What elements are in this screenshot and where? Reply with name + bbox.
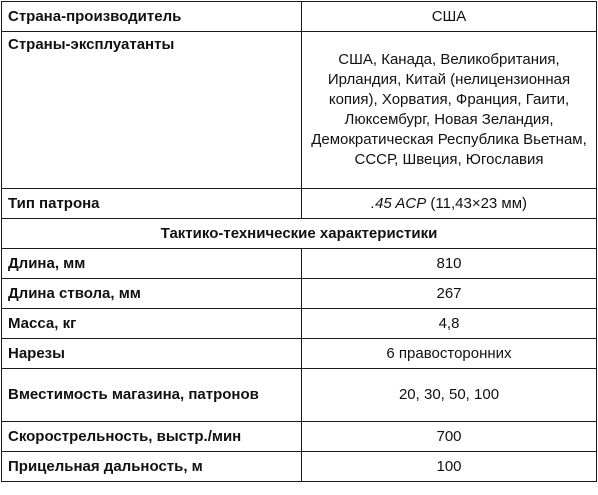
table-row — [2, 422, 597, 452]
row-value: 100 — [302, 452, 597, 482]
cartridge-dimensions: (11,43×23 мм) — [426, 194, 528, 212]
row-label: Масса, кг — [2, 309, 302, 339]
table-row — [2, 249, 597, 279]
row-label: Скорострельность, выстр./мин — [2, 422, 302, 452]
row-label: Страна-производитель — [2, 2, 302, 32]
row-value: 4,8 — [302, 309, 597, 339]
row-value: США — [302, 2, 597, 32]
cartridge-name: .45 ACP — [370, 194, 427, 212]
row-label: Длина, мм — [2, 249, 302, 279]
row-value: 267 — [302, 279, 597, 309]
table-row — [2, 309, 597, 339]
row-value: 810 — [302, 249, 597, 279]
row-label: Прицельная дальность, м — [2, 452, 302, 482]
specifications-table — [1, 1, 597, 482]
row-value: 6 правосторонних — [302, 339, 597, 369]
row-value: 20, 30, 50, 100 — [302, 369, 597, 422]
row-value: 700 — [302, 422, 597, 452]
table-row — [2, 369, 597, 422]
row-label: Страны-эксплуатанты — [2, 32, 302, 189]
table-row — [2, 189, 597, 219]
table-row — [2, 2, 597, 32]
table-row — [2, 32, 597, 189]
section-header-row — [2, 219, 597, 249]
table-row — [2, 339, 597, 369]
row-label: Нарезы — [2, 339, 302, 369]
row-label: Длина ствола, мм — [2, 279, 302, 309]
row-value — [302, 189, 597, 219]
table-row — [2, 452, 597, 482]
row-label: Тип патрона — [2, 189, 302, 219]
row-label: Вместимость магазина, патронов — [2, 369, 302, 422]
table-row — [2, 279, 597, 309]
section-header: Тактико-технические характеристики — [2, 219, 597, 249]
row-value: США, Канада, Великобритания, Ирландия, Китай (нелицензионная копия), Хорватия, Франция, Гаити, Люксембург, Новая Зеландия, Демократическая Республика Вьетнам, СССР, Швеция, Югославия — [302, 32, 597, 189]
